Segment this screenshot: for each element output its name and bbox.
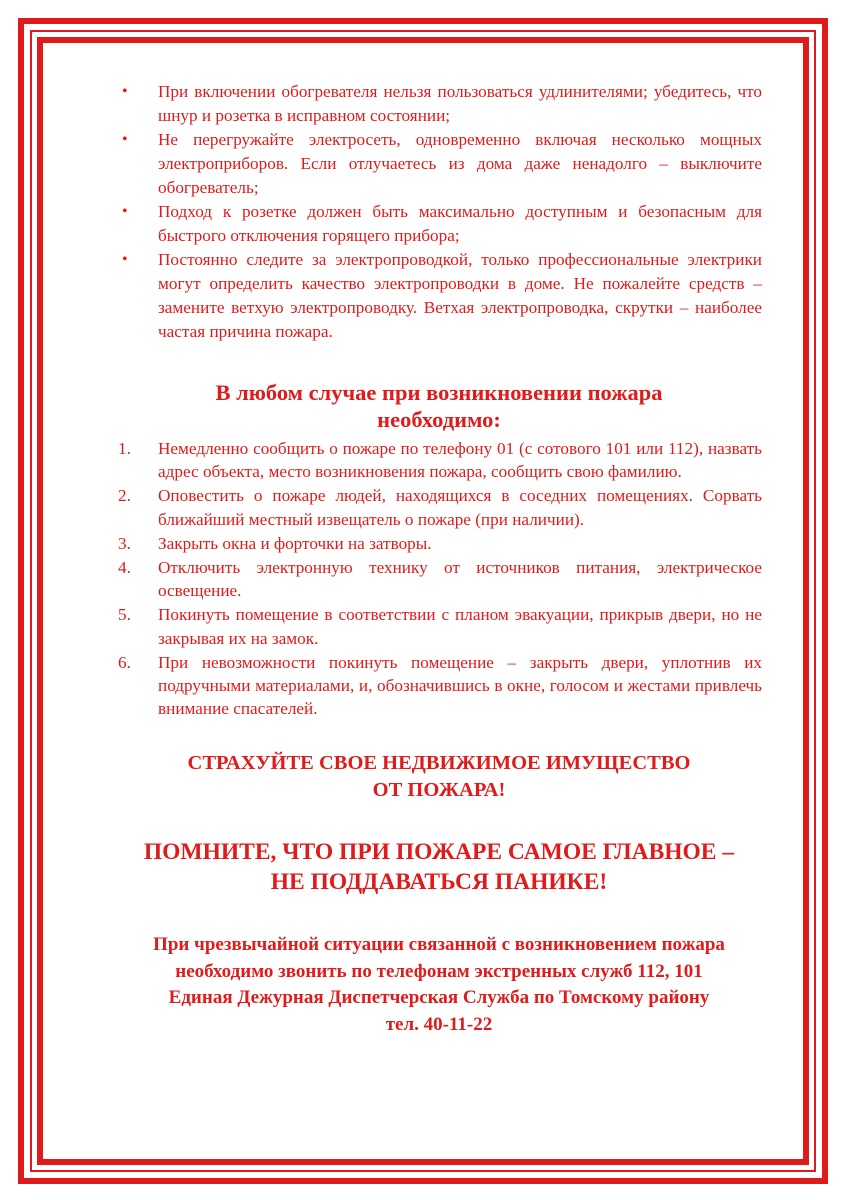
list-item [116, 603, 762, 649]
step-number: 6. [118, 652, 131, 672]
list-item [116, 651, 762, 721]
list-item [116, 80, 762, 128]
list-item-text: Постоянно следите за электропроводкой, только профессиональные электрики могут определить качество электропроводки в доме. Не пожалейте средств – замените ветхую электропроводку. Ветхая электропроводка, скрутки – наиболее частая причина пожара. [158, 250, 762, 341]
bullet-icon: • [122, 131, 128, 148]
list-item [116, 437, 762, 483]
list-item-text: Не перегружайте электросеть, одновременно включая несколько мощных электроприборов. Если отлучаетесь из дома даже ненадолго – выключите обогреватель; [158, 130, 762, 197]
section-heading-line2: необходимо: [377, 407, 501, 432]
emergency-contact-line2: необходимо звонить по телефонам экстренных служб 112, 101 [175, 960, 703, 982]
panic-warning [76, 837, 802, 897]
step-text: При невозможности покинуть помещение – закрыть двери, уплотнив их подручными материалами, и, обозначившись в окне, голосом и жестами привлечь внимание спасателей. [158, 652, 762, 719]
bullet-icon: • [122, 83, 128, 100]
insurance-slogan-line2: ОТ ПОЖАРА! [372, 779, 506, 802]
step-number: 4. [118, 558, 131, 578]
emergency-phone: тел. 40-11-22 [385, 1013, 493, 1035]
emergency-contact-line1: При чрезвычайной ситуации связанной с возникновением пожара [153, 934, 725, 956]
emergency-contact [76, 932, 802, 1038]
panic-warning-line1: ПОМНИТЕ, ЧТО ПРИ ПОЖАРЕ САМОЕ ГЛАВНОЕ – [143, 839, 735, 866]
bullet-icon: • [122, 251, 128, 268]
emergency-contact-line3: Единая Дежурная Диспетчерская Служба по Томскому району [168, 987, 710, 1009]
fire-actions-list [116, 437, 762, 720]
step-text: Закрыть окна и форточки на затворы. [158, 533, 432, 553]
list-item [116, 128, 762, 200]
safety-tips-list [116, 80, 762, 344]
step-number: 3. [118, 533, 131, 553]
step-number: 1. [118, 439, 131, 458]
list-item [116, 532, 762, 555]
section-heading-line1: В любом случае при возникновении пожара [215, 380, 663, 405]
list-item [116, 200, 762, 248]
bullet-icon: • [122, 203, 128, 220]
list-item-text: При включении обогревателя нельзя пользоваться удлинителями; убедитесь, что шнур и розетка в исправном состоянии; [158, 82, 762, 125]
insurance-slogan-line1: СТРАХУЙТЕ СВОЕ НЕДВИЖИМОЕ ИМУЩЕСТВО [187, 752, 691, 775]
document-body [116, 80, 762, 1038]
step-number: 2. [118, 486, 131, 506]
section-heading [116, 379, 762, 433]
list-item [116, 248, 762, 344]
panic-warning-line2: НЕ ПОДДАВАТЬСЯ ПАНИКЕ! [270, 869, 608, 896]
list-item [116, 556, 762, 602]
step-number: 5. [118, 605, 131, 625]
list-item [116, 484, 762, 530]
step-text: Покинуть помещение в соответствии с планом эвакуации, прикрыв двери, но не закрывая их на замок. [158, 605, 762, 648]
step-text: Немедленно сообщить о пожаре по телефону 01 (с сотового 101 или 112), назвать адрес объекта, место возникновения пожара, сообщить свою фамилию. [158, 439, 762, 482]
insurance-slogan [106, 750, 772, 804]
step-text: Оповестить о пожаре людей, находящихся в соседних помещениях. Сорвать ближайший местный извещатель о пожаре (при наличии). [158, 486, 762, 529]
list-item-text: Подход к розетке должен быть максимально доступным и безопасным для быстрого отключения горящего прибора; [158, 202, 762, 245]
step-text: Отключить электронную технику от источников питания, электрическое освещение. [158, 558, 762, 601]
